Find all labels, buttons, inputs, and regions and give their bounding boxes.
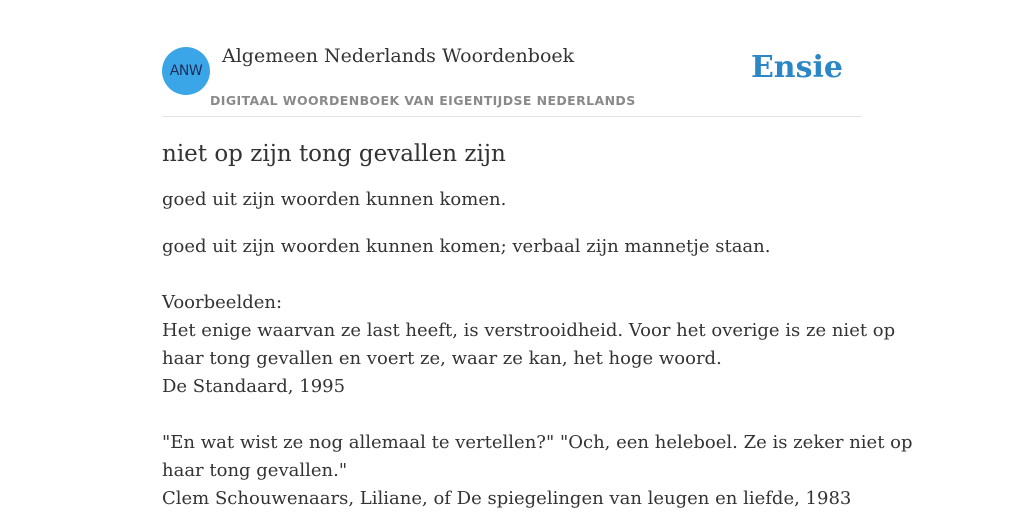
- example-1-source: De Standaard, 1995: [162, 376, 346, 397]
- example-1-text-cont: haar tong gevallen en voert ze, waar ze kan, het hoge woord.: [162, 348, 722, 369]
- example-1-text: Het enige waarvan ze last heeft, is verstrooidheid. Voor het overige is ze niet op: [162, 320, 896, 341]
- entry-headword: niet op zijn tong gevallen zijn: [162, 141, 506, 167]
- full-definition: goed uit zijn woorden kunnen komen; verbaal zijn mannetje staan.: [162, 236, 771, 257]
- site-title[interactable]: Algemeen Nederlands Woordenboek: [222, 45, 575, 67]
- short-definition: goed uit zijn woorden kunnen komen.: [162, 189, 507, 210]
- entry-body: [162, 233, 913, 512]
- entry-content: [162, 136, 913, 512]
- anw-logo[interactable]: ANW: [162, 47, 210, 95]
- spacer: [162, 401, 867, 429]
- example-2-text: "En wat wist ze nog allemaal te vertellen?" "Och, een heleboel. Ze is zeker niet op: [162, 432, 913, 453]
- ensie-brand-logo[interactable]: Ensie: [750, 50, 843, 85]
- spacer: [162, 261, 867, 289]
- example-2-text-cont: haar tong gevallen.": [162, 460, 348, 481]
- site-subtitle: DIGITAAL WOORDENBOEK VAN EIGENTIJDSE NEDERLANDS: [210, 93, 636, 108]
- example-2-source: Clem Schouwenaars, Liliane, of De spiegelingen van leugen en liefde, 1983: [162, 488, 852, 509]
- examples-label: Voorbeelden:: [162, 292, 283, 313]
- site-header: [162, 40, 862, 117]
